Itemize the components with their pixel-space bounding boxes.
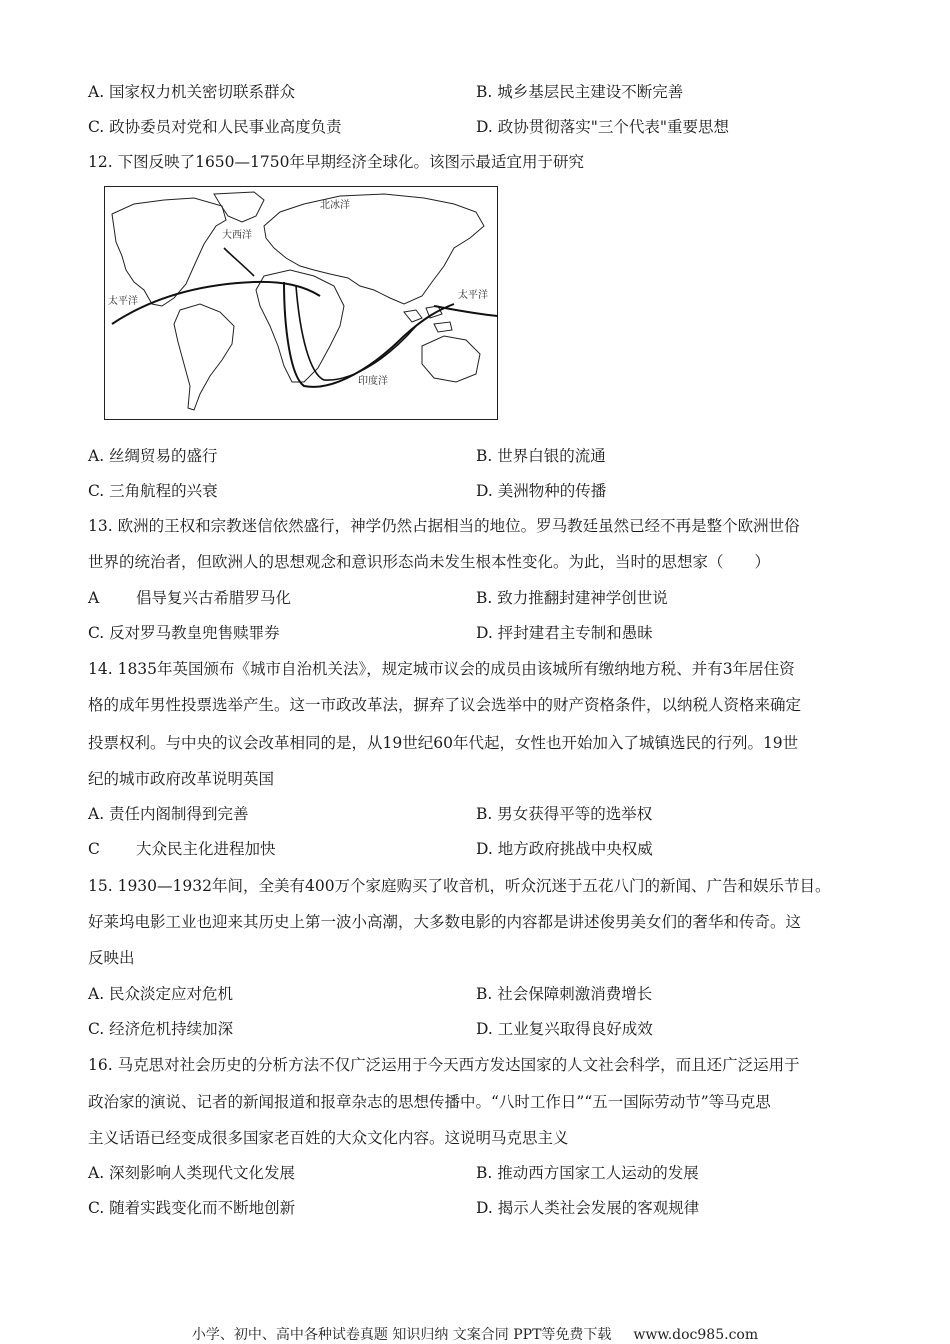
q12-option-b: B. 世界白银的流通 xyxy=(476,447,606,465)
q12-stem: 12. 下图反映了1650—1750年早期经济全球化。该图示最适宜用于研究 xyxy=(88,153,584,171)
q16-option-a: A. 深刻影响人类现代文化发展 xyxy=(88,1164,296,1182)
q14-option-a: A. 责任内阁制得到完善 xyxy=(88,805,249,823)
q15-stem-line-1: 15. 1930—1932年间，全美有400万个家庭购买了收音机，听众沉迷于五花八门的新闻、广告和娱乐节目。 xyxy=(88,877,831,895)
q12-option-c: C. 三角航程的兴衰 xyxy=(88,482,218,500)
q13-option-a-letter: A xyxy=(88,589,100,607)
q14-option-c-text: 大众民主化进程加快 xyxy=(136,840,276,858)
label-arctic: 北冰洋 xyxy=(320,200,350,211)
q16-stem-line-3: 主义话语已经变成很多国家老百姓的大众文化内容。这说明马克思主义 xyxy=(88,1129,569,1147)
q14-stem-line-4: 纪的城市政府改革说明英国 xyxy=(88,770,275,788)
q15-option-a: A. 民众淡定应对危机 xyxy=(88,985,234,1003)
q11-option-c: C. 政协委员对党和人民事业高度负责 xyxy=(88,118,342,136)
q14-option-c-letter: C xyxy=(88,840,100,858)
q15-option-b: B. 社会保障刺激消费增长 xyxy=(476,985,653,1003)
q13-stem-line-2: 世界的统治者，但欧洲人的思想观念和意识形态尚未发生根本性变化。为此，当时的思想家（ ） xyxy=(88,553,771,571)
label-pacific-east: 太平洋 xyxy=(458,290,488,301)
q16-option-b: B. 推动西方国家工人运动的发展 xyxy=(476,1164,699,1182)
q14-stem-line-1: 14. 1835年英国颁布《城市自治机关法》，规定城市议会的成员由该城所有缴纳地方税、并有3年居住资 xyxy=(88,660,795,678)
q16-stem-line-1: 16. 马克思对社会历史的分析方法不仅广泛运用于今天西方发达国家的人文社会科学，而且还广泛运用于 xyxy=(88,1056,800,1074)
q11-option-b: B. 城乡基层民主建设不断完善 xyxy=(476,83,684,101)
label-atlantic: 大西洋 xyxy=(222,230,252,241)
label-indian: 印度洋 xyxy=(358,376,388,387)
q11-option-d: D. 政协贯彻落实"三个代表"重要思想 xyxy=(476,118,729,136)
q13-option-a-text: 倡导复兴古希腊罗马化 xyxy=(136,589,292,607)
q13-option-c: C. 反对罗马教皇兜售赎罪券 xyxy=(88,624,280,642)
q12-option-a: A. 丝绸贸易的盛行 xyxy=(88,447,218,465)
q15-stem-line-3: 反映出 xyxy=(88,949,135,967)
q16-stem-line-2: 政治家的演说、记者的新闻报道和报章杂志的思想传播中。“八时工作日”“五一国际劳动节”等马克思 xyxy=(88,1093,771,1111)
q14-stem-line-3: 投票权利。与中央的议会改革相同的是，从19世纪60年代起，女性也开始加入了城镇选民的行列。19世 xyxy=(88,734,799,752)
q14-option-b: B. 男女获得平等的选举权 xyxy=(476,805,653,823)
q15-option-d: D. 工业复兴取得良好成效 xyxy=(476,1020,653,1038)
q13-option-d: D. 抨封建君主专制和愚昧 xyxy=(476,624,653,642)
footer-url-link[interactable]: www.doc985.com xyxy=(633,1327,759,1343)
label-pacific-west: 太平洋 xyxy=(108,296,138,307)
q11-option-a: A. 国家权力机关密切联系群众 xyxy=(88,83,296,101)
q14-option-c xyxy=(88,839,276,859)
q14-stem-line-2: 格的成年男性投票选举产生。这一市政改革法，摒弃了议会选举中的财产资格条件，以纳税人资格来确定 xyxy=(88,696,802,714)
world-trade-map xyxy=(104,186,498,420)
q15-option-c: C. 经济危机持续加深 xyxy=(88,1020,234,1038)
q15-stem-line-2: 好莱坞电影工业也迎来其历史上第一波小高潮，大多数电影的内容都是讲述俊男美女们的奢华和传奇。这 xyxy=(88,913,802,931)
page-footer xyxy=(0,1324,950,1344)
q14-option-d: D. 地方政府挑战中央权威 xyxy=(476,840,653,858)
q13-stem-line-1: 13. 欧洲的王权和宗教迷信依然盛行，神学仍然占据相当的地位。罗马教廷虽然已经不再是整个欧洲世俗 xyxy=(88,517,800,535)
q16-option-d: D. 揭示人类社会发展的客观规律 xyxy=(476,1199,700,1217)
q16-option-c: C. 随着实践变化而不断地创新 xyxy=(88,1199,296,1217)
q13-option-b: B. 致力推翻封建神学创世说 xyxy=(476,589,668,607)
q13-option-a xyxy=(88,588,291,608)
q12-option-d: D. 美洲物种的传播 xyxy=(476,482,607,500)
footer-text: 小学、初中、高中各种试卷真题 知识归纳 文案合同 PPT等免费下载 xyxy=(191,1327,612,1343)
